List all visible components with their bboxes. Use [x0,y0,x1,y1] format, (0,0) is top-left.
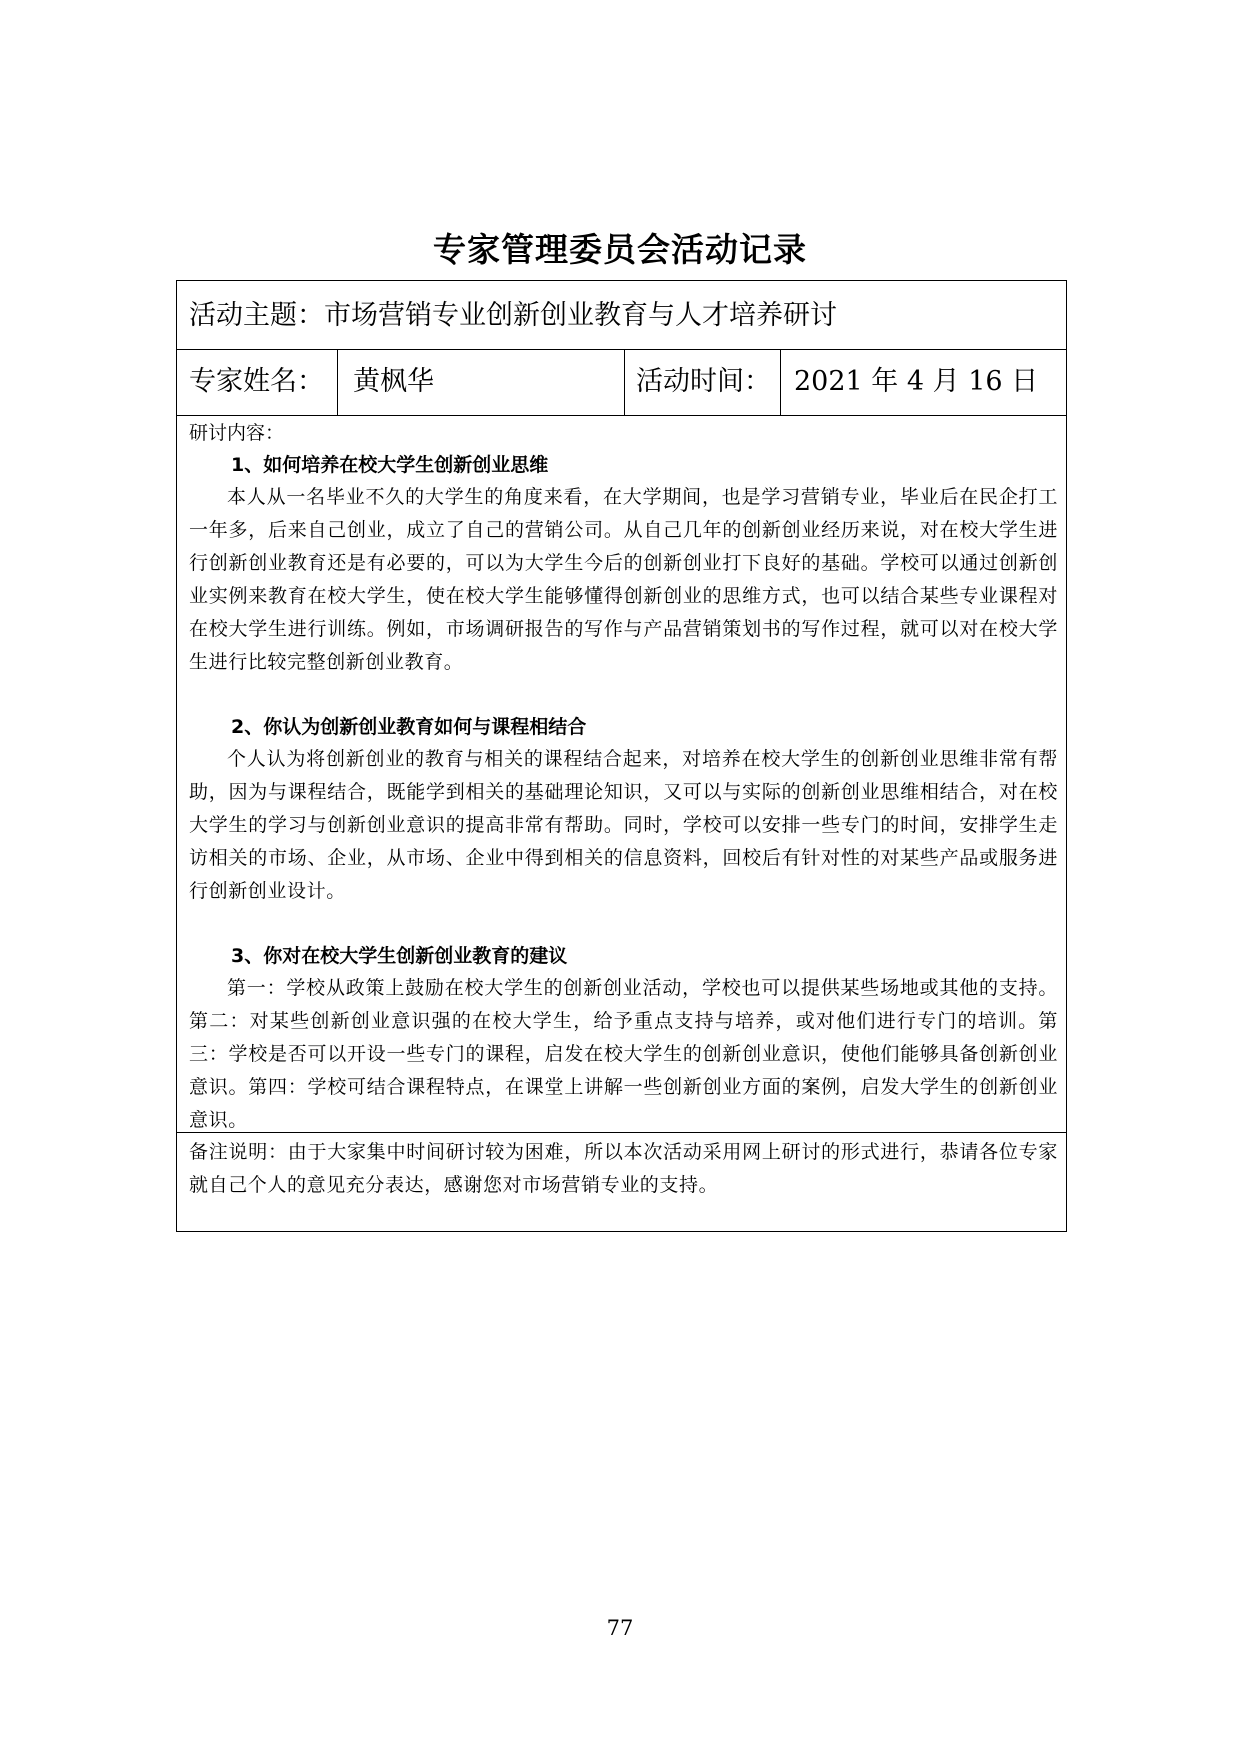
discussion-content [189,419,1058,1137]
column-divider [780,349,781,415]
section-heading: 2、你认为创新创业教育如何与课程相结合 [231,716,587,738]
expert-label: 专家姓名： [189,366,324,397]
page-number: 77 [606,1616,634,1640]
row-divider [177,1132,1066,1133]
section-body: 第一：学校从政策上鼓励在校大学生的创新创业活动，学校也可以提供某些场地或其他的支持。第二：对某些创新创业意识强的在校大学生，给予重点支持与培养，或对他们进行专门的培训。第三：学校是否可以开设一些专门的课程，启发在校大学生的创新创业意识，使他们能够具备创新创业意识。第四：学校可结合课程特点，在课堂上讲解一些创新创业方面的案例，启发大学生的创新创业意识。 [189,977,1058,1131]
expert-name: 黄枫华 [353,366,434,397]
record-table [176,280,1067,1232]
row-divider [177,415,1066,416]
time-label: 活动时间： [636,366,771,397]
section-body: 个人认为将创新创业的教育与相关的课程结合起来，对培养在校大学生的创新创业思维非常有帮助，因为与课程结合，既能学到相关的基础理论知识，又可以与实际的创新创业思维相结合，对在校大学生的学习与创新创业意识的提高非常有帮助。同时，学校可以安排一些专门的时间，安排学生走访相关的市场、企业，从市场、企业中得到相关的信息资料，回校后有针对性的对某些产品或服务进行创新创业设计。 [189,748,1058,902]
section-heading: 1、如何培养在校大学生创新创业思维 [231,454,549,476]
content-label: 研讨内容： [189,422,285,444]
remarks: 备注说明：由于大家集中时间研讨较为困难，所以本次活动采用网上研讨的形式进行，恭请各位专家就自己个人的意见充分表达，感谢您对市场营销专业的支持。 [189,1141,1058,1196]
time-value: 2021 年 4 月 16 日 [794,366,1039,397]
section-body: 本人从一名毕业不久的大学生的角度来看，在大学期间，也是学习营销专业，毕业后在民企打工一年多，后来自己创业，成立了自己的营销公司。从自己几年的创新创业经历来说，对在校大学生进行创新创业教育还是有必要的，可以为大学生今后的创新创业打下良好的基础。学校可以通过创新创业实例来教育在校大学生，使在校大学生能够懂得创新创业的思维方式，也可以结合某些专业课程对在校大学生进行训练。例如，市场调研报告的写作与产品营销策划书的写作过程，就可以对在校大学生进行比较完整创新创业教育。 [189,486,1058,673]
page-title: 专家管理委员会活动记录 [433,230,807,269]
topic-row: 活动主题：市场营销专业创新创业教育与人才培养研讨 [189,300,837,331]
column-divider [624,349,625,415]
column-divider [337,349,338,415]
section-heading: 3、你对在校大学生创新创业教育的建议 [231,945,568,967]
